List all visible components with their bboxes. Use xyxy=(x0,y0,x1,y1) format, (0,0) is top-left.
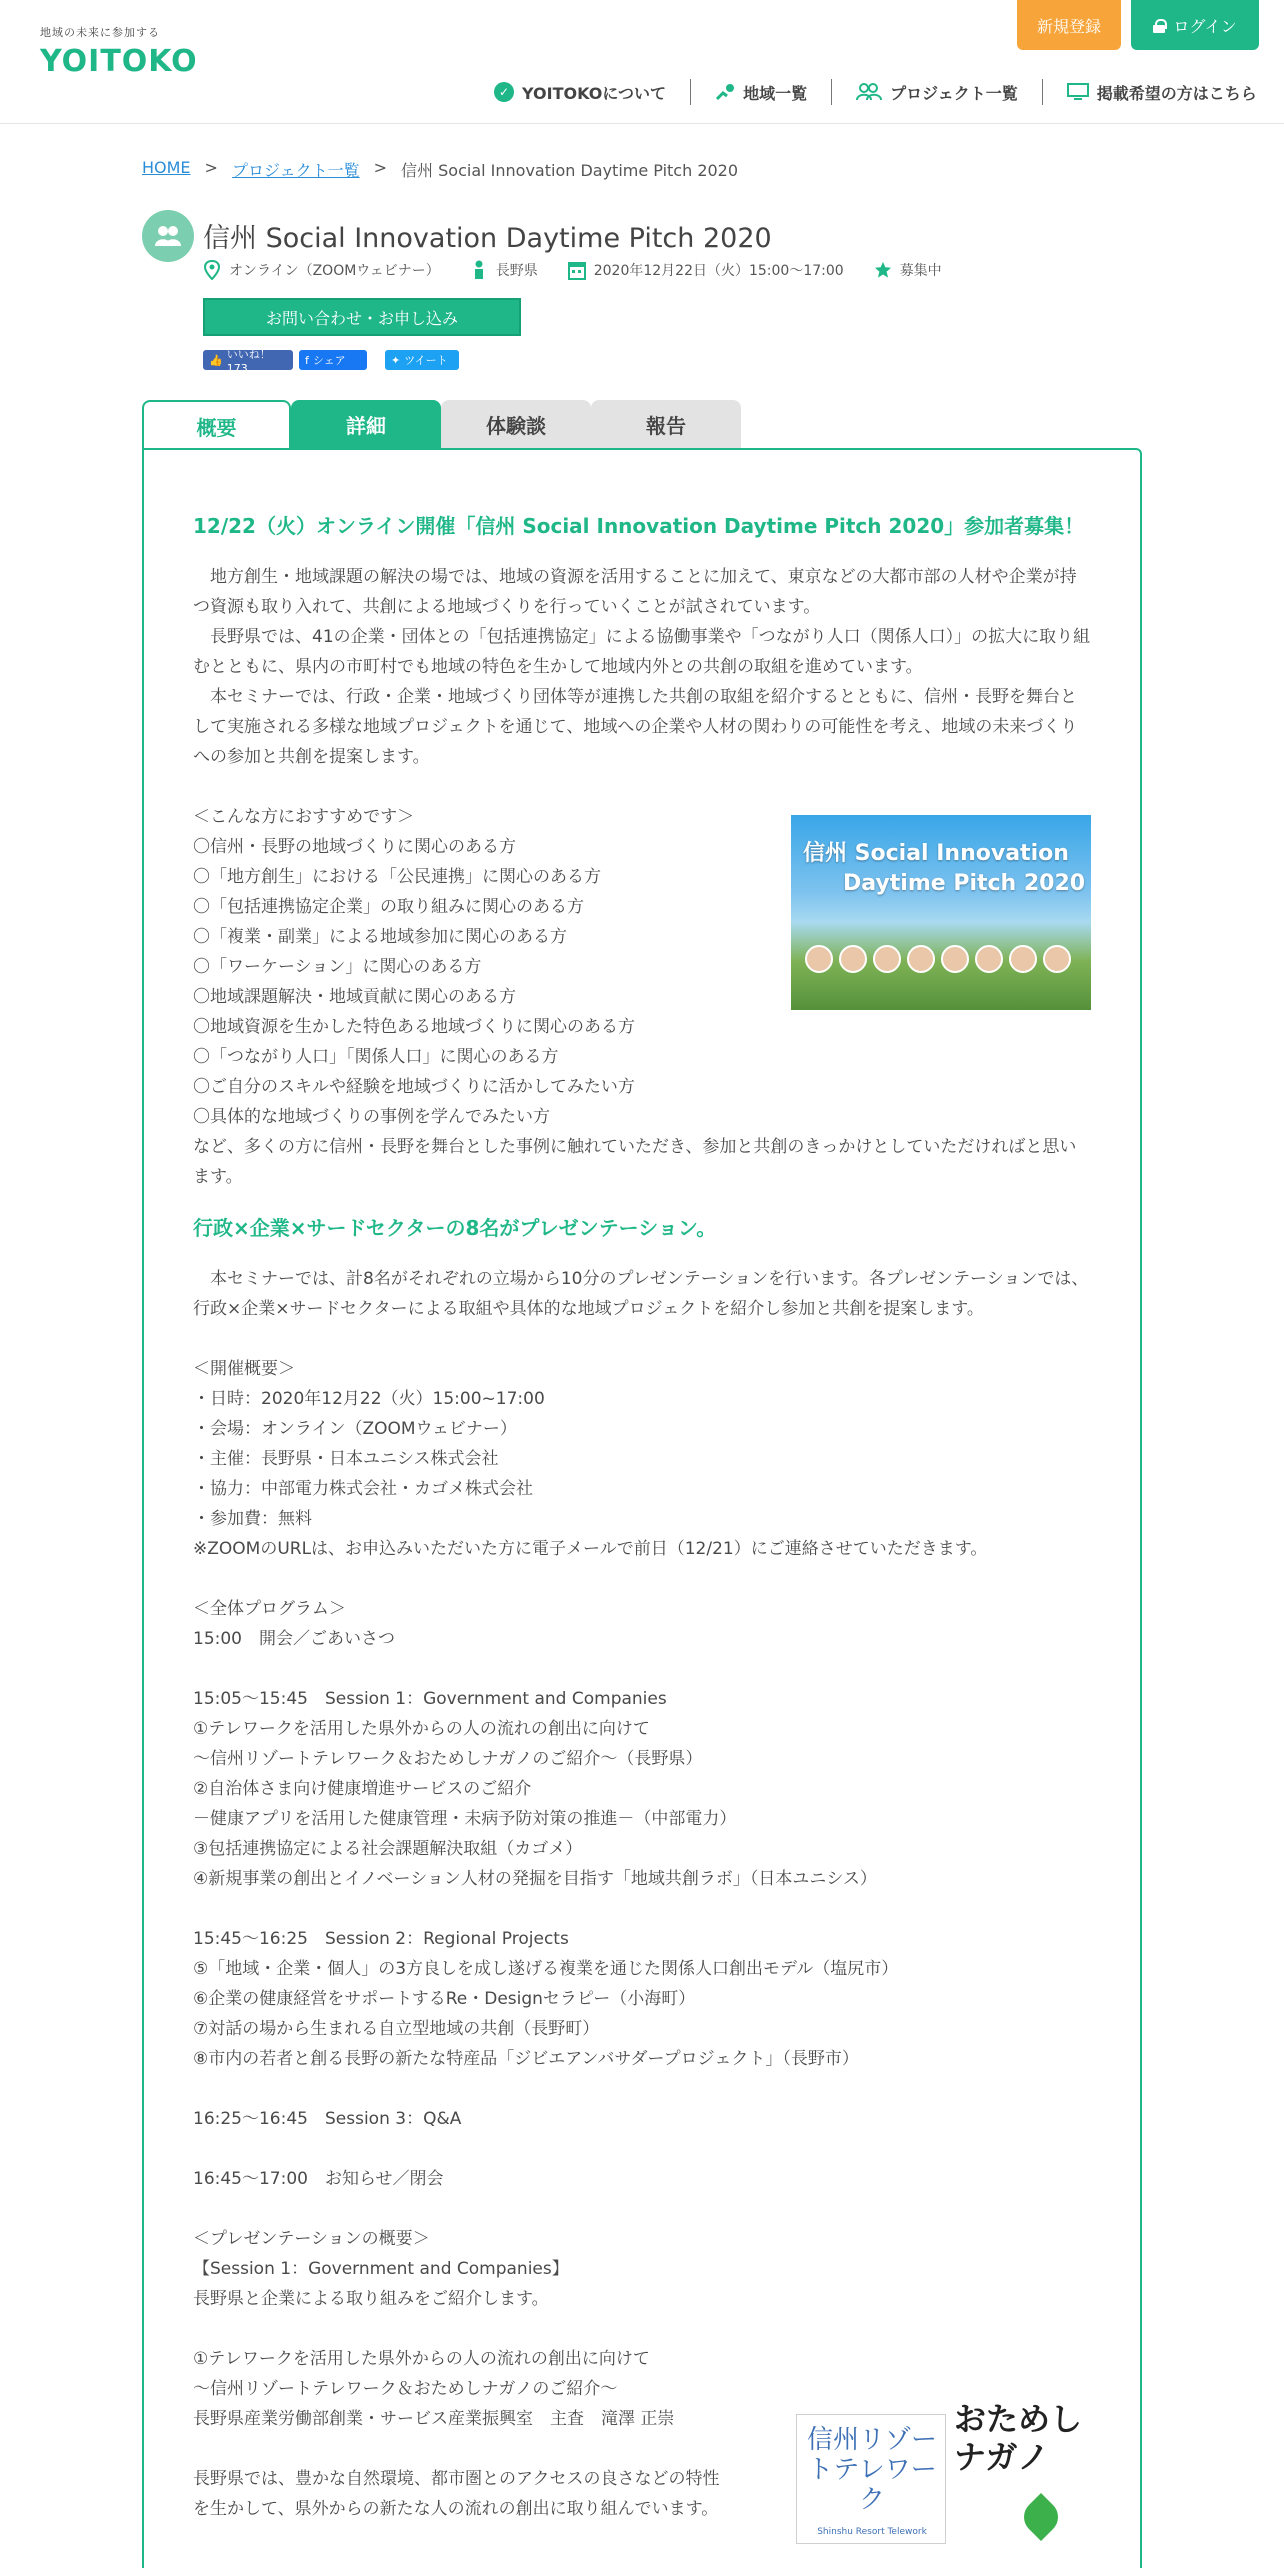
site-header xyxy=(0,0,1284,124)
tab-details[interactable]: 詳細 xyxy=(291,400,441,448)
session2-item: ⑦対話の場から生まれる自立型地域の共創（長野町） xyxy=(193,2019,600,2039)
nav-projects[interactable] xyxy=(832,78,1042,106)
recommend-item: 〇地域課題解決・地域貢献に関心のある方 xyxy=(193,987,516,1007)
site-logo[interactable] xyxy=(40,24,198,79)
nav-regions-label: 地域一覧 xyxy=(743,83,808,103)
overview-item: ※ZOOMのURLは、お申込みいただいた方に電子メールで前日（12/21）にご連絡させていただきます。 xyxy=(193,1539,988,1559)
nav-regions[interactable] xyxy=(691,78,831,106)
breadcrumb-current: 信州 Social Innovation Daytime Pitch 2020 xyxy=(401,161,739,180)
calendar-icon xyxy=(568,260,586,280)
meta-venue-text: オンライン（ZOOMウェビナー） xyxy=(229,263,440,279)
breadcrumb-separator: > xyxy=(373,158,388,177)
banner-title-line1: 信州 Social Innovation xyxy=(803,841,1069,866)
project-category-icon xyxy=(142,210,194,262)
program-heading: ＜全体プログラム＞ xyxy=(193,1599,346,1619)
pres1-line: 長野県産業労働部創業・サービス産業振興室 主査 滝澤 正崇 xyxy=(193,2409,675,2429)
speaker-photo xyxy=(941,945,969,973)
breadcrumb-projects[interactable]: プロジェクト一覧 xyxy=(231,161,360,180)
leaf-logo-icon xyxy=(1017,2493,1065,2541)
speaker-photo xyxy=(873,945,901,973)
recommend-item: 〇「ワーケーション」に関心のある方 xyxy=(193,957,482,977)
lock-icon xyxy=(1153,19,1165,32)
thumbs-up-icon: 👍 xyxy=(209,353,223,367)
facebook-icon: f xyxy=(305,353,309,367)
social-buttons xyxy=(203,347,459,375)
tab-report[interactable]: 報告 xyxy=(591,400,741,448)
telework-logos-image xyxy=(796,2400,1092,2550)
users-icon xyxy=(153,221,183,251)
intro-paragraph: 本セミナーでは、行政・企業・地域づくり団体等が連携した共創の取組を紹介するとともに、信州・長野を舞台として実施される多様な地域プロジェクトを通じて、地域への企業や人材の関わりの可能性を考え、地域の未来づくりへの参加と共創を提案します。 xyxy=(193,687,1078,767)
session1-item: ②自治体さま向け健康増進サービスのご紹介 xyxy=(193,1779,532,1799)
signup-button[interactable]: 新規登録 xyxy=(1017,0,1121,50)
speaker-photo xyxy=(805,945,833,973)
intro-paragraph: 長野県では、41の企業・団体との「包括連携協定」による協働事業や「つながり人口（関係人口）」の拡大に取り組むとともに、県内の市町村でも地域の特色を生かして地域内外との共創の取組を進めています。 xyxy=(193,627,1091,677)
speaker-photo xyxy=(975,945,1003,973)
main-nav xyxy=(470,78,1281,106)
overview-item: ・会場：オンライン（ZOOMウェビナー） xyxy=(193,1419,517,1439)
speaker-photo xyxy=(839,945,867,973)
recommend-heading: ＜こんな方におすすめです＞ xyxy=(193,807,415,827)
session2-item: 15:45～16:25 Session 2：Regional Projects xyxy=(193,1929,569,1949)
nav-about-label: YOITOKOについて xyxy=(522,83,667,103)
pres1-line: ①テレワークを活用した県外からの人の流れの創出に向けて xyxy=(193,2349,650,2369)
session3-item: 16:25～16:45 Session 3：Q&A xyxy=(193,2109,462,2129)
twitter-icon: ✦ xyxy=(391,353,401,367)
shinshu-logo-subtext: Shinshu Resort Telework xyxy=(817,2527,927,2537)
breadcrumb-separator: > xyxy=(204,158,218,177)
meta-status xyxy=(874,260,942,280)
recommend-closing: など、多くの方に信州・長野を舞台とした事例に触れていただき、参加と共創のきっかけとしていただければと思います。 xyxy=(193,1137,1077,1187)
breadcrumb xyxy=(142,158,738,181)
contact-apply-button[interactable]: お問い合わせ・お申し込み xyxy=(203,298,521,336)
recommend-item: 〇具体的な地域づくりの事例を学んでみたい方 xyxy=(193,1107,550,1127)
meta-status-text: 募集中 xyxy=(899,263,942,279)
recommend-item: 〇「複業・副業」による地域参加に関心のある方 xyxy=(193,927,567,947)
breadcrumb-home[interactable]: HOME xyxy=(142,158,191,177)
pres1-line: ～信州リゾートテレワーク＆おためしナガノのご紹介～ xyxy=(193,2379,618,2399)
login-label: ログイン xyxy=(1173,16,1237,36)
logo-text: YOITOKO xyxy=(40,44,198,79)
facebook-like-button[interactable] xyxy=(203,347,293,375)
speaker-photo xyxy=(907,945,935,973)
pres1-body: 長野県では、豊かな自然環境、都市圏とのアクセスの良さなどの特性 xyxy=(193,2469,720,2489)
tweet-label: ツイート xyxy=(404,354,448,367)
session1-item: ③包括連携協定による社会課題解決取組（カゴメ） xyxy=(193,1839,583,1859)
logo-tagline: 地域の未来に参加する xyxy=(40,26,160,39)
page-title: 信州 Social Innovation Daytime Pitch 2020 xyxy=(203,223,772,254)
session1-item: －健康アプリを活用した健康管理・未病予防対策の推進－（中部電力） xyxy=(193,1809,737,1829)
presentation-intro: 本セミナーでは、計8名がそれぞれの立場から10分のプレゼンテーションを行います。各プレゼンテーションでは、行政×企業×サードセクターによる取組や具体的な地域プロジェクトを紹介し参加と共創を提案します。 xyxy=(193,1269,1089,1319)
nav-projects-label: プロジェクト一覧 xyxy=(890,83,1018,103)
monitor-icon xyxy=(1067,83,1089,101)
session1-item: 15:05～15:45 Session 1：Government and Companies xyxy=(193,1689,667,1709)
like-label: いいね！ 173 xyxy=(226,347,271,375)
meta-date xyxy=(568,260,844,280)
meta-region-text: 長野県 xyxy=(495,263,538,279)
intro-paragraph: 地方創生・地域課題の解決の場では、地域の資源を活用することに加えて、東京などの大都市部の人材や企業が持つ資源も取り入れて、共創による地域づくりを行っていくことが試されています。 xyxy=(193,567,1077,617)
overview-content xyxy=(193,510,1091,2524)
recommend-item: 〇「包括連携協定企業」の取り組みに関心のある方 xyxy=(193,897,584,917)
speaker-photos xyxy=(805,945,1071,973)
session2-item: ⑧市内の若者と創る長野の新たな特産品「ジビエアンバサダープロジェクト」（長野市） xyxy=(193,2049,859,2069)
overview-item: ・日時：2020年12月22（火）15:00~17:00 xyxy=(193,1389,545,1409)
section-heading: 行政×企業×サードセクターの8名がプレゼンテーション。 xyxy=(193,1216,717,1240)
section-heading: 12/22（火）オンライン開催「信州 Social Innovation Daytime Pitch 2020」参加者募集！ xyxy=(193,514,1085,538)
meta-date-text: 2020年12月22日（火）15:00～17:00 xyxy=(593,263,844,279)
recommend-item: 〇「地方創生」における「公民連携」に関心のある方 xyxy=(193,867,601,887)
facebook-share-button[interactable] xyxy=(299,350,367,370)
otameshi-nagano-logo: おためしナガノ xyxy=(954,2400,1083,2476)
program-item: 15:00 開会／ごあいさつ xyxy=(193,1629,395,1649)
overview-item: ・参加費：無料 xyxy=(193,1509,312,1529)
session1-item: ～信州リゾートテレワーク＆おためしナガノのご紹介～（長野県） xyxy=(193,1749,703,1769)
recommend-item: 〇ご自分のスキルや経験を地域づくりに活かしてみたい方 xyxy=(193,1077,635,1097)
pres1-body: を生かして、県外からの新たな人の流れの創出に取り組んでいます。 xyxy=(193,2499,719,2519)
overview-heading: ＜開催概要＞ xyxy=(193,1359,295,1379)
tab-overview[interactable]: 概要 xyxy=(142,400,291,450)
session1-item: ①テレワークを活用した県外からの人の流れの創出に向けて xyxy=(193,1719,650,1739)
overview-item: ・協力：中部電力株式会社・カゴメ株式会社 xyxy=(193,1479,533,1499)
tweet-button[interactable] xyxy=(385,350,459,370)
meta-venue xyxy=(203,260,440,280)
nav-about[interactable] xyxy=(470,78,690,106)
recommend-item: 〇地域資源を生かした特色ある地域づくりに関心のある方 xyxy=(193,1017,635,1037)
recommend-item: 〇「つながり人口」「関係人口」に関心のある方 xyxy=(193,1047,559,1067)
event-banner-image xyxy=(791,815,1091,1010)
session2-item: ⑥企業の健康経営をサポートするRe・Designセラピー（小海町） xyxy=(193,1989,696,2009)
nav-listing-label: 掲載希望の方はこちら xyxy=(1096,83,1257,103)
recommend-item: 〇信州・長野の地域づくりに関心のある方 xyxy=(193,837,516,857)
banner-title-line2: Daytime Pitch 2020 xyxy=(843,871,1086,896)
pres-session1-desc: 長野県と企業による取り組みをご紹介します。 xyxy=(193,2289,549,2309)
shinshu-logo-text: 信州リゾートテレワーク xyxy=(807,2425,938,2515)
closing-item: 16:45～17:00 お知らせ／閉会 xyxy=(193,2169,444,2189)
yoitoko-icon: ✓ xyxy=(494,82,514,102)
banner-title xyxy=(803,839,1085,899)
overview-item: ・主催：長野県・日本ユニシス株式会社 xyxy=(193,1449,499,1469)
pres-session1-heading: 【Session 1：Government and Companies】 xyxy=(193,2259,569,2279)
shinshu-resort-telework-logo xyxy=(796,2414,946,2544)
share-label: シェア xyxy=(312,354,346,367)
location-pin-icon xyxy=(203,260,221,280)
session1-item: ④新規事業の創出とイノベーション人材の発掘を目指す「地域共創ラボ」（日本ユニシス） xyxy=(193,1869,877,1889)
tab-experience[interactable]: 体験談 xyxy=(441,400,591,448)
project-tabs xyxy=(142,400,741,448)
pres-overview-heading: ＜プレゼンテーションの概要＞ xyxy=(193,2229,430,2249)
person-icon xyxy=(470,260,488,280)
star-icon xyxy=(874,260,892,280)
speaker-photo xyxy=(1009,945,1037,973)
meta-region xyxy=(470,260,538,280)
map-marker-icon xyxy=(715,83,735,101)
project-meta xyxy=(203,258,972,282)
speaker-photo xyxy=(1043,945,1071,973)
login-button[interactable] xyxy=(1131,0,1259,50)
nav-listing[interactable] xyxy=(1043,78,1281,106)
users-icon xyxy=(856,83,882,101)
session2-item: ⑤「地域・企業・個人」の3方良しを成し遂げる複業を通じた関係人口創出モデル（塩尻市） xyxy=(193,1959,899,1979)
